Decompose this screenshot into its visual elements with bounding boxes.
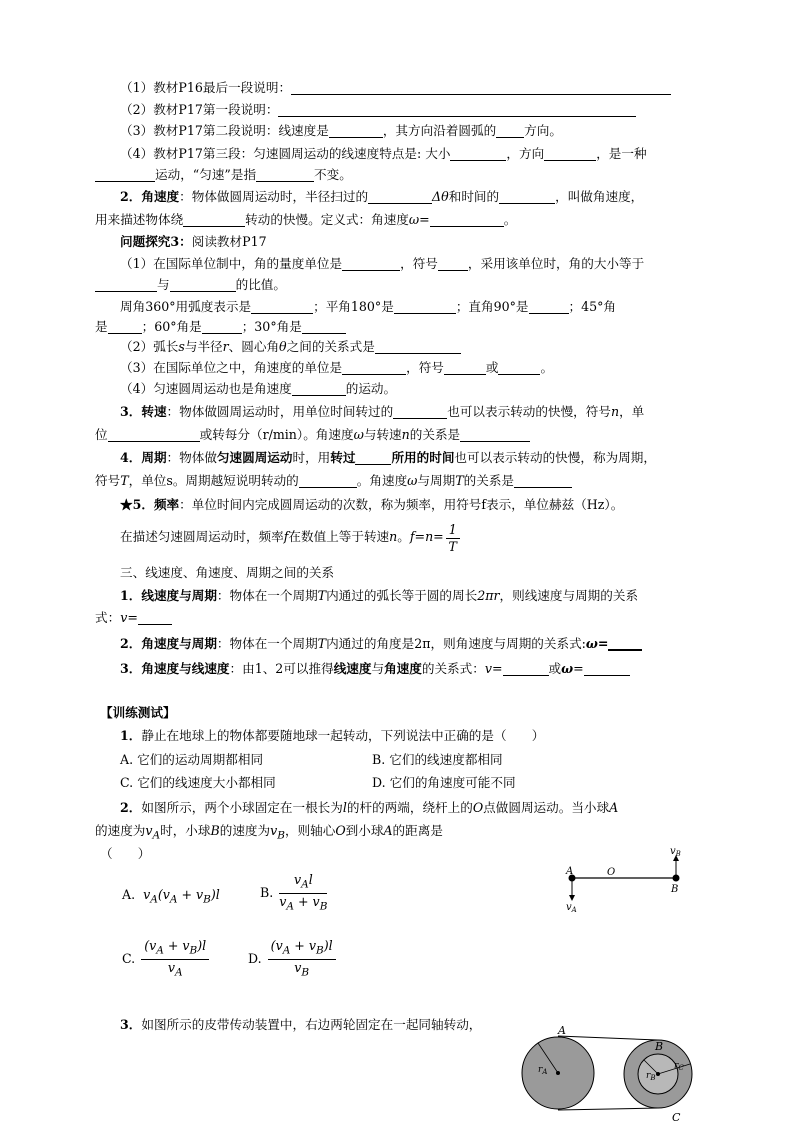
blank[interactable] (438, 256, 468, 271)
inquiry-3-line-4: 是 ；60°角是 ；30°角是 (95, 316, 715, 338)
question-2-line-2: 的速度为$v_A$时，小球B的速度为$v_B$，则轴心O到小球A的距离是 (95, 823, 443, 842)
blank[interactable] (450, 146, 506, 161)
rotation-speed-line-1: 3．转速：物体做圆周运动时，用单位时间转过的 也可以表示转动的快慢，符号n，单 (120, 404, 645, 419)
inquiry-3-line-7: （4）匀速圆周运动也是角速度 的运动。 (120, 381, 397, 396)
blank[interactable] (342, 360, 406, 375)
label-b: B (671, 884, 679, 895)
note-line-1: （1）教材P16最后一段说明： (120, 77, 740, 99)
blank[interactable] (299, 473, 357, 488)
blank[interactable] (95, 167, 155, 182)
blank[interactable] (368, 189, 432, 204)
blank[interactable] (584, 661, 630, 676)
formula-a: $v_A(v_A + v_B)l$ (139, 887, 220, 906)
label-b: B (655, 1040, 664, 1053)
relation-2-line: 2．角速度与周期：物体在一个周期T内通过的角度是2π，则角速度与周期的关系式:ω= (120, 633, 740, 655)
blank[interactable] (256, 167, 314, 182)
blank[interactable] (108, 319, 142, 334)
inquiry-3-line-6: （3）在国际单位之中，角速度的单位是 ，符号 或 。 (120, 360, 554, 375)
fraction-1-over-T: $\frac{1}{T}$ (446, 522, 460, 555)
question-2-answer-paren: （ ） (100, 846, 151, 861)
blank[interactable] (292, 381, 346, 396)
blank[interactable] (202, 319, 242, 334)
rotation-speed-line-2: 位 或转每分（r/min）。角速度ω与转速n的关系是 (95, 424, 715, 446)
blank[interactable] (393, 404, 447, 419)
note-line-4: （4）教材P17第三段：匀速圆周运动的线速度特点是: 大小 ，方向 ，是一种 (120, 146, 647, 161)
period-line-2: 符号T，单位s。周期越短说明转动的 。角速度ω与周期T的关系是 (95, 470, 715, 492)
blank[interactable] (608, 635, 642, 651)
blank[interactable] (444, 360, 486, 375)
note-line-5: 运动，“匀速”是指 不变。 (95, 164, 715, 186)
blank[interactable] (183, 212, 245, 227)
rod-diagram (558, 842, 698, 912)
blank[interactable] (302, 319, 346, 334)
note-line-2: （2）教材P17第一段说明： (120, 99, 740, 121)
blank[interactable] (278, 102, 636, 117)
blank[interactable] (355, 450, 391, 465)
blank[interactable] (503, 661, 549, 676)
blank[interactable] (498, 360, 540, 375)
blank[interactable] (95, 277, 157, 292)
blank[interactable] (496, 123, 524, 138)
frequency-line-1: ★5．频率：单位时间内完成圆周运动的次数，称为频率，用符号f表示，单位赫兹（Hz）。 (120, 497, 624, 512)
formula-b: $\frac{v_Al}{v_A + v_B}$ (279, 872, 328, 913)
blank[interactable] (394, 299, 456, 314)
question-1: 1．静止在地球上的物体都要随地球一起转动，下列说法中正确的是（ ） (120, 728, 545, 743)
blank[interactable] (291, 80, 671, 95)
inquiry-3-line-2: 与 的比值。 (95, 274, 715, 296)
inquiry-3-line-5: （2）弧长s与半径r、圆心角θ之间的关系式是 (120, 336, 740, 358)
blank[interactable] (430, 212, 504, 227)
formula-d: $\frac{(v_A + v_B)l}{v_B}$ (268, 938, 336, 980)
q1-option-b[interactable]: B. 它们的线速度都相同 (372, 752, 503, 767)
frequency-line-2: 在描述匀速圆周运动时，频率f在数值上等于转速n。f=n= $\frac{1}{T}$ (120, 522, 740, 555)
angular-velocity-line-2: 用来描述物体绕 转动的快慢。定义式：角速度ω= 。 (95, 212, 517, 227)
belt-top (558, 1036, 658, 1040)
blank[interactable] (170, 277, 236, 292)
label-c: C (672, 1111, 681, 1123)
blank[interactable] (342, 256, 400, 271)
blank[interactable] (529, 299, 569, 314)
inquiry-3-line-1: （1）在国际单位制中，角的量度单位是 ，符号 ，采用该单位时，角的大小等于 (120, 256, 645, 271)
label-o: O (607, 867, 616, 878)
label-a: A (558, 1024, 566, 1037)
angular-velocity-line-1: 2．角速度：物体做圆周运动时，半径扫过的 Δθ和时间的 ，叫做角速度， (120, 189, 644, 204)
section-3-title: 三、线速度、角速度、周期之间的关系 (120, 565, 335, 580)
arrow-head (569, 895, 575, 901)
q2-option-d[interactable]: D. $\frac{(v_A + v_B)l}{v_B}$ (248, 938, 338, 980)
blank[interactable] (108, 427, 200, 442)
label-va: $v_A$ (566, 902, 577, 912)
note-line-3: （3）教材P17第二段说明：线速度是 ，其方向沿着圆弧的 方向。 (120, 123, 562, 138)
inquiry-3-line-3: 周角360°用弧度表示是 ；平角180°是 ；直角90°是 ；45°角 (120, 299, 617, 314)
label-a: A (566, 866, 574, 877)
blank[interactable] (544, 146, 596, 161)
label-vb: $v_B$ (670, 846, 681, 858)
formula-c: $\frac{(v_A + v_B)l}{v_A}$ (141, 938, 209, 980)
belt-drive-diagram (520, 1024, 700, 1123)
relation-1-line-1: 1．线速度与周期：物体在一个周期T内通过的弧长等于圆的周长2πr，则线速度与周期的关系 (120, 588, 639, 603)
q1-option-c[interactable]: C. 它们的线速度大小都相同 (120, 775, 276, 790)
inquiry-3-title: 问题探究3：阅读教材P17 (120, 234, 267, 249)
q2-option-a[interactable]: A. $v_A(v_A + v_B)l$ (122, 887, 220, 906)
label-rc: $r_C$ (674, 1061, 684, 1072)
blank[interactable] (514, 473, 572, 488)
blank[interactable] (460, 427, 530, 442)
period-line-1: 4．周期：物体做匀速圆周运动时，用转过 所用的时间也可以表示转动的快慢，称为周期， (120, 450, 656, 465)
label-rb: $r_B$ (646, 1071, 656, 1082)
relation-1-line-2: 式：v= (95, 607, 715, 629)
blank[interactable] (499, 189, 555, 204)
q2-option-b[interactable]: B. $\frac{v_Al}{v_A + v_B}$ (260, 872, 328, 913)
question-3-line-1: 3．如图所示的皮带传动装置中，右边两轮固定在一起同轴转动， (120, 1017, 482, 1032)
label-ra: $r_A$ (538, 1065, 548, 1076)
relation-3-line: 3．角速度与线速度：由1、2可以推得线速度与角速度的关系式：v= 或ω= (120, 658, 740, 680)
blank[interactable] (329, 123, 383, 138)
q1-option-a[interactable]: A. 它们的运动周期都相同 (120, 752, 264, 767)
blank[interactable] (251, 299, 313, 314)
blank[interactable] (375, 339, 461, 354)
test-title: 【训练测试】 (100, 705, 176, 720)
q1-option-d[interactable]: D. 它们的角速度可能不同 (372, 775, 516, 790)
blank[interactable] (138, 610, 172, 625)
belt-bottom (558, 1108, 658, 1110)
q2-option-c[interactable]: C. $\frac{(v_A + v_B)l}{v_A}$ (122, 938, 211, 980)
question-2-line-1: 2．如图所示，两个小球固定在一根长为l的杆的两端，绕杆上的O点做圆周运动。当小球A (120, 800, 619, 815)
